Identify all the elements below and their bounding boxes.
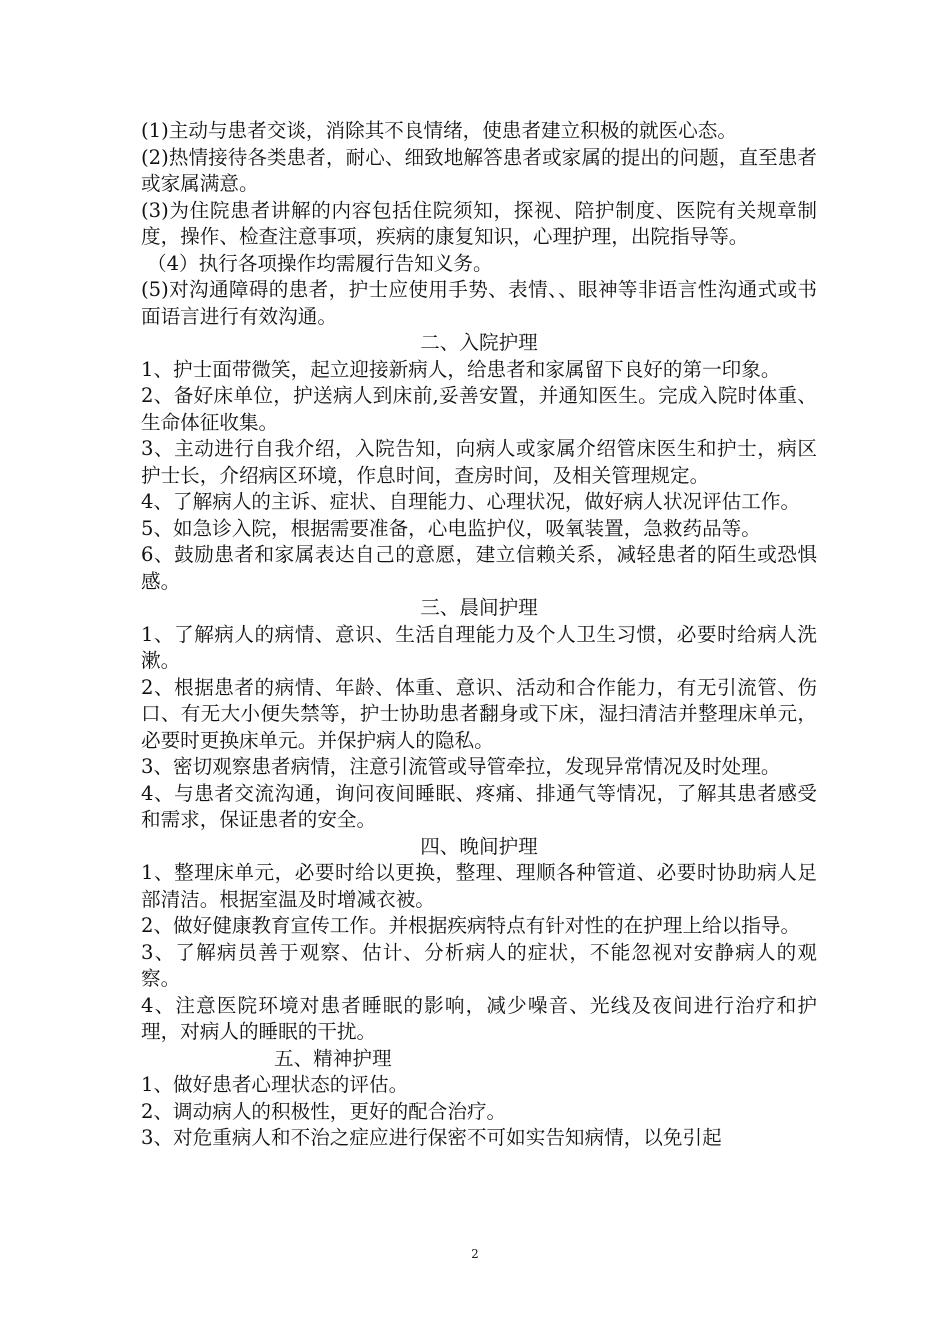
intro-item-4: （4）执行各项操作均需履行告知义务。 [147,251,493,275]
evening-item-3: 3、了解病员善于观察、估计、分析病人的症状，不能忽视对安静病人的观察。 [141,940,817,990]
admission-item-3: 3、主动进行自我介绍，入院告知，向病人或家属介绍管床医生和护士，病区护士长，介绍病区环境，作息时间，查房时间，及相关管理规定。 [141,437,817,487]
intro-item-5: (5)对沟通障碍的患者，护士应使用手势、表情、、眼神等非语言性沟通式或书面语言进行有效沟通。 [141,278,817,328]
intro-item-1: (1)主动与患者交谈，消除其不良情绪，使患者建立积极的就医心态。 [141,119,737,142]
intro-item-2: (2)热情接待各类患者，耐心、细致地解答患者或家属的提出的问题，直至患者或家属满意。 [141,145,817,195]
admission-item-4: 4、了解病人的主诉、症状、自理能力、心理状况，做好病人状况评估工作。 [141,490,801,513]
mental-item-3: 3、对危重病人和不治之症应进行保密不可如实告知病情，以免引起 [141,1126,722,1149]
section-heading-evening: 四、晚间护理 [420,834,538,858]
admission-item-6: 6、鼓励患者和家属表达自己的意愿，建立信赖关系，减轻患者的陌生或恐惧感。 [141,543,817,593]
admission-item-2: 2、备好床单位，护送病人到床前,妥善安置，并通知医生。完成入院时体重、生命体征收集。 [141,384,817,434]
page-number: 2 [471,1247,479,1261]
morning-item-4: 4、与患者交流沟通，询问夜间睡眠、疼痛、排通气等情况，了解其患者感受和需求，保证患者的安全。 [141,781,817,831]
admission-item-1: 1、护士面带微笑，起立迎接新病人，给患者和家属留下良好的第一印象。 [141,357,781,381]
evening-item-4: 4、注意医院环境对患者睡眠的影响，减少噪音、光线及夜间进行治疗和护理，对病人的睡眠的干扰。 [141,993,817,1043]
document-body [141,118,817,1152]
mental-item-2: 2、调动病人的积极性，更好的配合治疗。 [141,1099,507,1123]
morning-item-1: 1、了解病人的病情、意识、生活自理能力及个人卫生习惯，必要时给病人洗漱。 [141,622,817,672]
intro-item-3: (3)为住院患者讲解的内容包括住院须知，探视、陪护制度、医院有关规章制度，操作、检查注意事项，疾病的康复知识，心理护理，出院指导等。 [141,198,817,248]
morning-item-3: 3、密切观察患者病情，注意引流管或导管牵拉，发现异常情况及时处理。 [141,755,781,778]
mental-item-1: 1、做好患者心理状态的评估。 [141,1073,409,1096]
evening-item-2: 2、做好健康教育宣传工作。并根据疾病特点有针对性的在护理上给以指导。 [141,914,801,937]
morning-item-2: 2、根据患者的病情、年龄、体重、意识、活动和合作能力，有无引流管、伤口、有无大小便失禁等，护士协助患者翻身或下床，湿扫清洁并整理床单元，必要时更换床单元。并保护病人的隐私。 [141,675,817,752]
section-heading-morning: 三、晨间护理 [420,596,538,619]
section-heading-admission: 二、入院护理 [420,331,538,354]
evening-item-1: 1、整理床单元，必要时给以更换，整理、理顺各种管道、必要时协助病人足部清洁。根据室温及时增减衣被。 [141,861,817,911]
section-heading-mental: 五、精神护理 [274,1046,392,1070]
admission-item-5: 5、如急诊入院，根据需要准备，心电监护仪，吸氧装置，急救药品等。 [141,516,761,540]
